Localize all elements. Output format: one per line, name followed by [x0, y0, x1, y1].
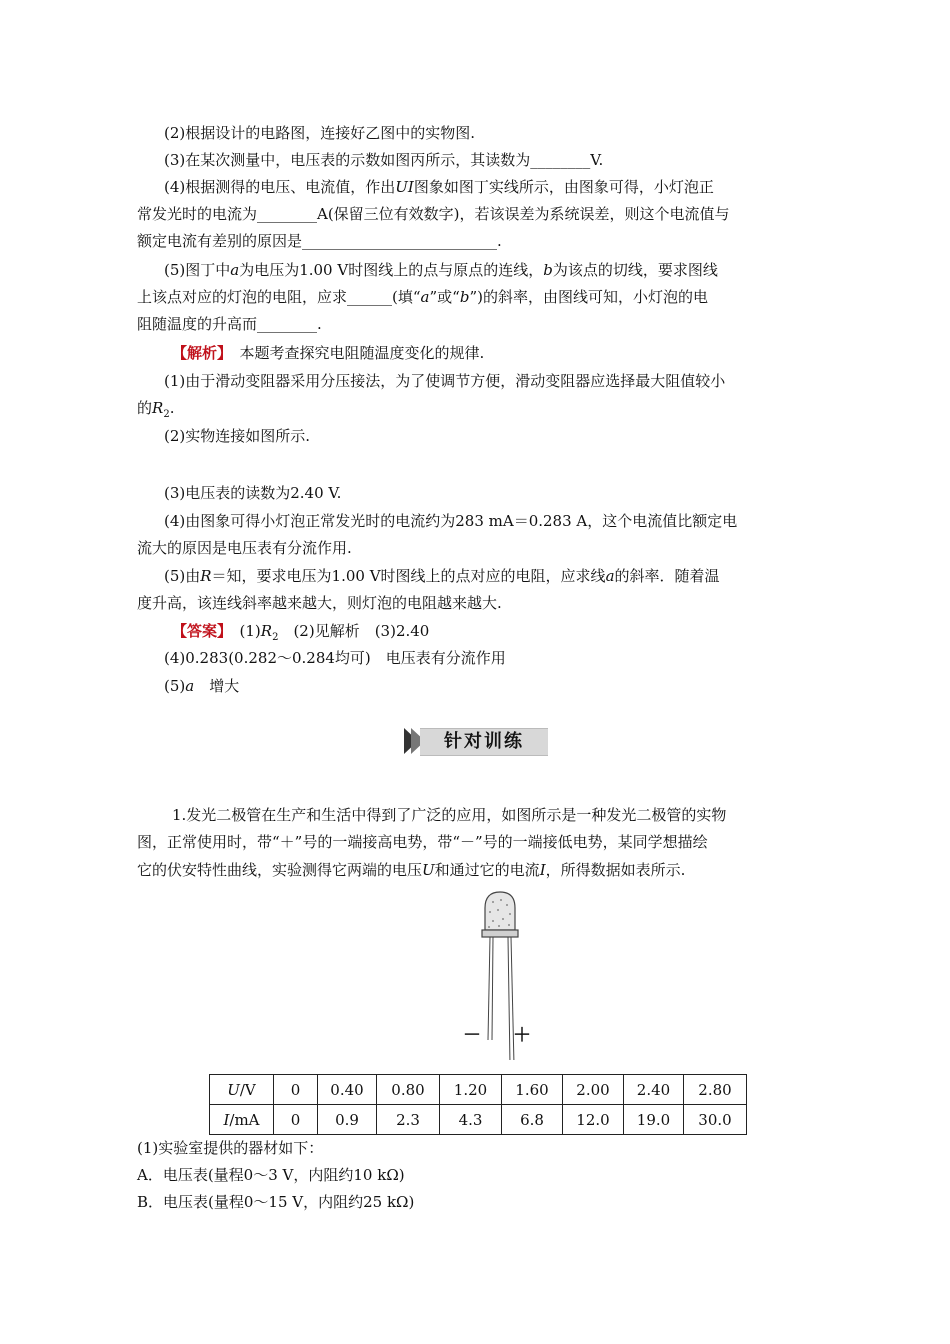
table-row-voltage: [210, 1075, 747, 1105]
table-cell: 2.00: [563, 1075, 624, 1105]
answer-line-1: 【答案】 $(1)R_2$ (2)见解析 (3)2.40: [172, 622, 430, 643]
question-4-line-3: 额定电流有差别的原因是__________________________.: [137, 232, 502, 250]
table-cell: 0.40: [318, 1075, 377, 1105]
equipment-a: A．电压表(量程0～3 V，内阻约10 kΩ): [137, 1166, 405, 1184]
question-5-line-1: (5)图丁中a为电压为1.00 V时图线上的点与原点的连线，b为该点的切线，要求图线: [164, 261, 718, 279]
analysis-heading: 【解析】 本题考查探究电阻随温度变化的规律.: [172, 344, 485, 362]
table-row-current: [210, 1105, 747, 1135]
table-header-u: U/V: [210, 1075, 274, 1105]
problem-1-line-3: 它的伏安特性曲线，实验测得它两端的电压U和通过它的电流I，所得数据如表所示.: [137, 861, 686, 879]
equipment-intro: (1)实验室提供的器材如下：: [137, 1139, 324, 1157]
solution-1-line-1: (1)由于滑动变阻器采用分压接法，为了使调节方便，滑动变阻器应选择最大阻值较小: [164, 372, 726, 390]
minus-sign: －: [463, 1025, 481, 1046]
table-cell: 2.3: [377, 1105, 440, 1135]
table-cell: 4.3: [440, 1105, 502, 1135]
solution-1-line-2: 的$R_2$.: [137, 399, 175, 420]
solution-5-line-1: (5)由R＝知，要求电压为1.00 V时图线上的点对应的电阻，应求线a的斜率．随着温: [164, 567, 720, 585]
analysis-tag: 【解析】: [172, 344, 225, 362]
problem-1-line-1: 1.发光二极管在生产和生活中得到了广泛的应用，如图所示是一种发光二极管的实物: [172, 806, 727, 824]
table-cell: 2.40: [624, 1075, 684, 1105]
question-5-line-2: 上该点对应的灯泡的电阻，应求______(填“a”或“b”)的斜率，由图线可知，小灯泡的电: [137, 288, 708, 306]
table-cell: 30.0: [684, 1105, 747, 1135]
question-3: (3)在某次测量中，电压表的示数如图丙所示，其读数为________V.: [164, 151, 604, 169]
plus-sign: ＋: [513, 1025, 531, 1046]
question-2: (2)根据设计的电路图，连接好乙图中的实物图.: [164, 124, 476, 142]
section-title: 针对训练: [444, 731, 524, 752]
table-cell: 0.80: [377, 1075, 440, 1105]
table-cell: 1.60: [502, 1075, 563, 1105]
table-cell: 1.20: [440, 1075, 502, 1105]
data-table: [209, 1074, 747, 1135]
table-cell: 2.80: [684, 1075, 747, 1105]
question-5-line-3: 阻随温度的升高而________.: [137, 315, 322, 333]
table-cell: 0.9: [318, 1105, 377, 1135]
answer-line-5: (5)a 增大: [164, 677, 240, 695]
table-cell: 19.0: [624, 1105, 684, 1135]
solution-4-line-2: 流大的原因是电压表有分流作用.: [137, 539, 352, 557]
answer-line-4: (4)0.283(0.282～0.284均可) 电压表有分流作用: [164, 649, 506, 667]
equipment-b: B．电压表(量程0～15 V，内阻约25 kΩ): [137, 1193, 415, 1211]
table-cell: 12.0: [563, 1105, 624, 1135]
solution-3: (3)电压表的读数为2.40 V.: [164, 484, 342, 502]
problem-1-line-2: 图，正常使用时，带“＋”号的一端接高电势，带“－”号的一端接低电势，某同学想描绘: [137, 833, 708, 851]
solution-4-line-1: (4)由图象可得小灯泡正常发光时的电流约为283 mA＝0.283 A，这个电流值比额定电: [164, 512, 738, 530]
table-cell: 6.8: [502, 1105, 563, 1135]
table-cell: 0: [274, 1105, 318, 1135]
table-cell: 0: [274, 1075, 318, 1105]
solution-2: (2)实物连接如图所示.: [164, 427, 311, 445]
question-4-line-2: 常发光时的电流为________A(保留三位有效数字)，若该误差为系统误差，则这个电流值与: [137, 205, 730, 223]
question-4-line-1: (4)根据测得的电压、电流值，作出UI图象如图丁实线所示，由图象可得，小灯泡正: [164, 178, 714, 196]
solution-5-line-2: 度升高，该连线斜率越来越大，则灯泡的电阻越来越大.: [137, 594, 502, 612]
answer-tag: 【答案】: [172, 622, 225, 640]
table-header-i: I/mA: [210, 1105, 274, 1135]
section-banner: [402, 726, 550, 756]
